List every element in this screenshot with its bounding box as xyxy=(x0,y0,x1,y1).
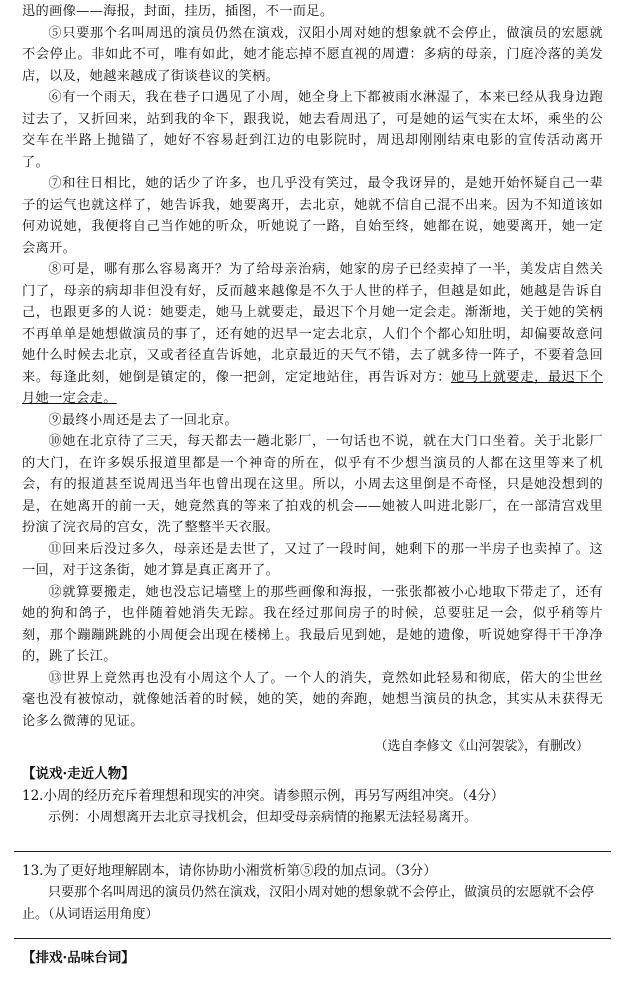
underlined-quote: 她马上就要走，最迟下个月她一定会走。 xyxy=(22,369,603,406)
paragraph-6: ⑥有一个雨天，我在巷子口遇见了小周，她全身上下都被雨水淋湿了，本来已经从我身边跑过去了，又折回来，站到我的伞下，跟我说，她去看周迅了，可是她的运气实在太坏，乘坐的公交车在半路上抛锚了，她好不容易赶到江边的电影院时，周迅却刚刚结束电影的宣传活动离开了。 xyxy=(22,90,603,170)
source-citation: （选自李修文《山河袈裟》，有删改） xyxy=(374,739,589,754)
paragraph-8 xyxy=(0,259,621,410)
question-13: 13.为了更好地理解剧本，请你协助小湘赏析第⑤段的加点词。（3分） xyxy=(22,863,437,879)
paragraph-13: ⑬世界上竟然再也没有小周这个人了。一个人的消失，竟然如此轻易和彻底，偌大的尘世丝毫也没有被惊动，就像她活着的时候，她的笑，她的奔跑，她想当演员的执念，其实从未获得无论多么微薄的见证。 xyxy=(22,670,603,729)
paragraph-10: ⑩她在北京待了三天，每天都去一趟北影厂，一句话也不说，就在大门口坐着。关于北影厂的大门，在许多娱乐报道里都是一个神奇的所在，似乎有不少想当演员的人都在这里等来了机会，有的报道甚至说周迅当年也曾出现在这里。所以，小周去这里倒是不奇怪，只是她没想到的是，在她离开的前一天，她竟然真的等来了拍戏的机会——她被人叫进北影厂，在一部清宫戏里扮演了浣衣局的宫女，洗了整整半天衣服。 xyxy=(22,434,603,535)
paragraph-7: ⑦和往日相比，她的话少了许多，也几乎没有笑过，最令我讶异的，是她开始怀疑自己一辈子的运气也就这样了，她告诉我，她要离开，去北京，她就不信自己混不出来。因为不知道该如何劝说她，我便将自己当作她的听众，听她说了一路，自始至终，她都在说，她要离开，她一定会离开。 xyxy=(22,176,603,256)
answer-divider-line xyxy=(14,851,611,852)
paragraph-5: ⑤只要那个名叫周迅的演员仍然在演戏，汉阳小周对她的想象就不会停止，做演员的宏愿就不会停止。非如此不可，唯有如此，她才能忘掉不愿直视的周遭：多病的母亲，门庭冷落的美发店，以及，她越来越成了街谈巷议的笑柄。 xyxy=(22,25,603,84)
question-13-quote: 只要那个名叫周迅的演员仍然在演戏，汉阳小周对她的想象就不会停止，做演员的宏愿就不会停止。（从词语运用角度） xyxy=(22,885,595,922)
paragraph-8-text: ⑧可是，哪有那么容易离开？为了给母亲治病，她家的房子已经卖掉了一半，美发店自然关门了，母亲的病却非但没有好，反而越来越像是不久于人世的样子，但越是如此，她越是告诉自己，也跟更多的人说：她要走，她马上就要走，最迟下个月她一定会走。渐渐地，关于她的笑柄不再单单是她想做演员的事了，还有她的迟早一定去北京，人们个个都心知肚明，却偏要故意问她什么时候去北京，又或者径直告诉她，北京最近的天气不错，去了就多待一阵子，不要着急回来。每逢此刻，她倒是镇定的，像一把剑，定定地站住，再告诉对方： xyxy=(22,262,603,385)
section-heading-character: 【说戏·走近人物】 xyxy=(22,766,135,782)
paragraph-continued: 迅的画像——海报，封面，挂历，插图，不一而足。 xyxy=(22,4,334,19)
question-12-example: 示例：小周想离开去北京寻找机会，但却受母亲病情的拖累无法轻易离开。 xyxy=(48,810,478,825)
section-heading-lines: 【排戏·品味台词】 xyxy=(22,950,135,966)
answer-divider-line-2 xyxy=(14,938,611,939)
paragraph-9: ⑨最终小周还是去了一回北京。 xyxy=(48,412,238,428)
paragraph-11: ⑪回来后没过多久，母亲还是去世了，又过了一段时间，她剩下的那一半房子也卖掉了。这一回，对于这条街，她才算是真正离开了。 xyxy=(22,541,603,578)
paragraph-12: ⑫就算要搬走，她也没忘记墙壁上的那些画像和海报，一张张都被小心地取下带走了，还有她的狗和鸽子，也伴随着她消失无踪。我在经过那间房子的时候，总要驻足一会，似乎稍等片刻，那个蹦蹦跳跳的小周便会出现在楼梯上。我最后见到她，是她的遗像，听说她穿得干干净净的，跳了长江。 xyxy=(22,584,603,664)
question-12: 12.小周的经历充斥着理想和现实的冲突。请参照示例，再另写两组冲突。（4分） xyxy=(22,788,505,804)
